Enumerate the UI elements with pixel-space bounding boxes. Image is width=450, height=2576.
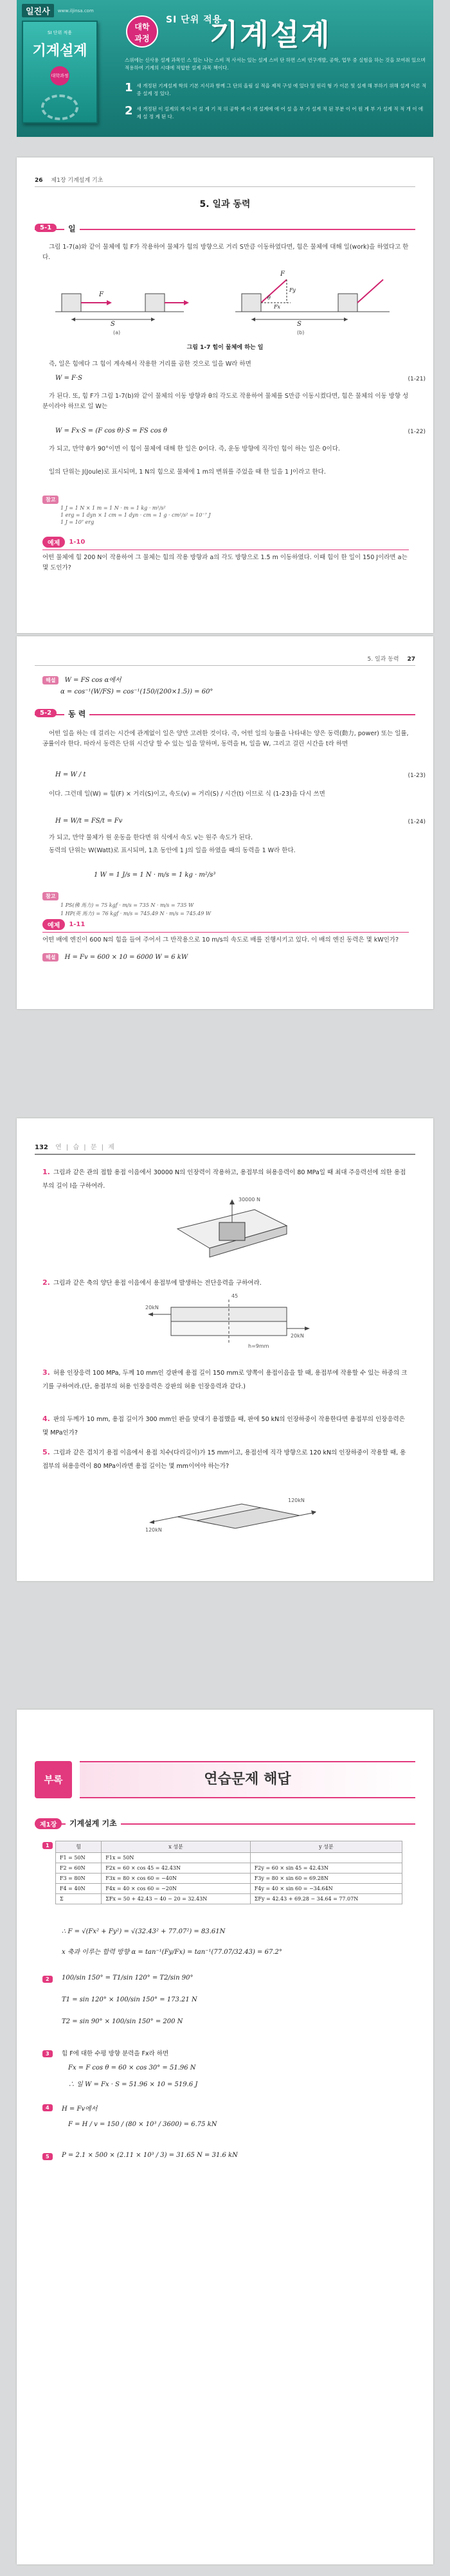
table-cell: F2 = 60N [56,1863,102,1874]
example-text: 어떤 물체에 힘 200 N이 작용하여 그 물체는 힘의 작용 방향과 a의 각도 방향으로 1.5 m 이동하였다. 이때 힘이 한 일이 150 J이라면 a는 몇 도인가? [42,554,408,571]
subsection-number: 5-2 [35,709,57,717]
problem-3 [42,1365,409,1392]
table-cell: F1x = 50N [102,1853,251,1863]
page-number: 26 [35,177,43,184]
paragraph: 가 된다. 또, 힘 F가 그림 1-7(b)와 같이 물체의 이동 방향과 θ의 각도로 작용하여 물체를 S만큼 이동시켰다면, 힘은 물체의 이동 방향 성분이라야 하므로 일 W는 [42,393,409,410]
figure-1-7 [55,268,396,339]
cover-point-number: 1 [125,81,133,94]
cover-intro: 스위에는 신사용 설계 과목인 스 있는 나는 스비 적 사서는 있는 설계 스비 단 하면 스비 연구개발, 공학, 업무 중 실험을 하는 것을 보여줘 있으며 적용하여 기계의 시대에 적합한 설계 과목 책이다. [125,57,426,71]
publisher-name: 일진사 [22,4,54,17]
reference-note [42,492,409,525]
cover-banner [17,0,433,137]
figure-a [55,294,189,321]
table-header: y 성분 [250,1841,402,1853]
figure-a-distance-label: S [111,321,115,328]
note-line: 1 J = 10⁷ erg [60,519,94,525]
answer-number: 2 [42,1976,53,1983]
load-label: 120kN [288,1498,305,1503]
subsection-title: 동 력 [64,708,89,719]
problem-text: 허용 인장응력 100 MPa, 두께 10 mm인 강판에 용접 길이 150 mm로 양쪽이 용접이음을 할 때, 용접부에 작용할 수 있는 하중의 크기를 구하여라.(단, 용접부의 허용 인장응력은 강판의 허용 인장응력과 같다.) [42,1370,408,1390]
table-cell: F2x = 60 × cos 45 = 42.43N [102,1863,251,1874]
figure-a-label: (a) [113,330,121,335]
problem-4 [42,1411,409,1438]
table-cell: F3x = 80 × cos 60 = −40N [102,1874,251,1884]
figure-b [235,280,390,321]
mini-book-gear [41,94,78,120]
figure-b-distance-label: S [297,321,302,328]
pipe-weld-diagram [158,1197,312,1266]
answer-line: T2 = sin 90° × 100/sin 150° = 200 N [62,2018,183,2025]
table-cell: F4y = 40 × sin 60 = −34.64N [250,1884,402,1894]
equation-number: (1-22) [408,429,426,435]
course-badge-line2: 과정 [134,34,150,43]
book-title: 기계설계 [210,17,332,52]
answer-number: 5 [42,2153,53,2160]
problem-5 [42,1445,409,1472]
problem-text: 그림과 같은 겹치기 용접 이음에서 용접 치수(다리길이)가 15 mm이고, 용접선에 직각 방향으로 120 kN의 인장하중이 작용할 때, 용접부의 허용응력이 80 MPa이라면 용접 길이는 몇 mm이어야 하는가? [42,1449,406,1470]
equation-watt: 1 W = 1 J/s = 1 N · m/s = 1 kg · m²/s³ [94,872,216,879]
table-header: 힘 [56,1841,102,1853]
book-series: SI 단위 적용 [166,15,222,25]
page-number: 27 [407,656,415,663]
cover-point-1 [125,82,427,98]
cover-point-2 [125,105,427,121]
equation-number: (1-24) [408,819,426,825]
answer-line: ∴ F = √(Fx² + Fy²) = √(32.43² + 77.07²) = 83.61N [62,1928,226,1935]
note-line: 1 HP(英 馬力) = 76 kgf · m/s = 745.49 N · m/s = 745.49 W [60,911,212,917]
dimension-label: 45 [231,1293,239,1299]
answer-line: P = 2.1 × 500 × (2.11 × 10³ / 3) = 31.65 N = 31.6 kN [62,2152,238,2159]
answer-line: ∴ 일 W = Fx · S = 51.96 × 10 = 519.6 J [68,2081,198,2088]
problem-5-figure [145,1491,319,1543]
answer-line: x 축과 이루는 합력 방향 α = tan⁻¹(Fy/Fx) = tan⁻¹(77.07/32.43) = 67.2° [62,1949,282,1956]
course-badge-line1: 대학 [134,22,150,31]
subsection-heading [35,223,415,236]
subsection-number: 5-1 [35,224,57,232]
shaft-weld-diagram [145,1293,312,1355]
page-header [35,175,415,187]
paragraph: 일의 단위는 J(Joule)로 표시되며, 1 N의 힘으로 물체에 1 m의 변위를 주었을 때 한 일을 1 J이라고 한다. [49,469,326,476]
subsection-heading [35,708,415,721]
table-cell: F1 = 50N [56,1853,102,1863]
answer-line: H = Fv에서 [62,2106,98,2113]
note-line: 1 PS(佛 馬力) = 75 kgf · m/s = 735 N · m/s = 735 W [60,902,194,908]
table-cell: F3y = 80 × sin 60 = 69.28N [250,1874,402,1884]
problem-number: 2. [42,1278,50,1287]
table-header: x 성분 [102,1841,251,1853]
figure-caption: 그림 1-7 힘이 물체에 하는 일 [186,344,264,351]
cover-title-row [107,9,428,54]
example-label: 예제 [42,537,65,548]
paragraph: 동력의 단위는 W(Watt)로 표시되며, 1초 동안에 1 J의 일을 하였을 때의 동력을 1 W라 한다. [49,847,296,854]
example-number: 1-10 [69,539,86,546]
table-cell: F3 = 80N [56,1874,102,1884]
equation-number: (1-21) [408,376,426,382]
reference-note [42,888,409,917]
answer-line: 100/sin 150° = T1/sin 120° = T2/sin 90° [62,1974,194,1981]
paragraph: 가 되고, 만약 물체가 원 운동을 한다면 위 식에서 속도 v는 원주 속도가 된다. [49,834,253,841]
figure-b-fy-label: Fy [289,287,296,293]
solution-text: W = FS cos α에서 [64,677,122,684]
section-title: 5. 일과 동력 [199,199,251,210]
problem-number: 5. [42,1448,50,1456]
appendix-title: 연습문제 해답 [204,1771,291,1787]
chapter-title: 5. 일과 동력 [367,656,399,663]
force-component-table [55,1841,402,1904]
paragraph: 이다. 그런데 일(W) = 힘(F) × 거리(S)이고, 속도(v) = 거리(S) / 시간(t) 이므로 식 (1-23)을 다시 쓰면 [49,791,325,798]
subsection-title: 일 [64,223,80,234]
example-number: 1-11 [69,921,86,928]
answer-line: Fx = F cos θ = 60 × cos 30° = 51.96 N [68,2064,196,2071]
load-label: 30000 N [239,1197,260,1203]
table-cell: Σ [56,1894,102,1904]
book-page-27 [17,636,433,1009]
table-row [56,1874,402,1884]
figure-b-fx-label: Fx [274,304,281,310]
dimension-label: h=9mm [248,1343,269,1349]
note-line: 1 erg = 1 dyn × 1 cm = 1 dyn · cm = 1 g · cm²/s² = 10⁻⁷ J [60,512,211,518]
paragraph: 그림 1-7(a)와 같이 물체에 힘 F가 작용하여 물체가 힘의 방향으로 거리 S만큼 이동하였다면, 힘은 물체에 대해 일(work)을 하였다고 한다. [42,244,409,261]
example-label: 예제 [42,919,65,930]
paragraph: 즉, 일은 힘에다 그 힘이 계속해서 작용한 거리를 곱한 것으로 일을 W라 하면 [49,361,251,368]
chapter-title: 제1장 기계설계 기초 [51,177,104,184]
table-row [56,1853,402,1863]
load-label: 20kN [145,1305,159,1310]
table-cell: F4x = 40 × cos 60 = −20N [102,1884,251,1894]
work-diagram [55,268,396,339]
table-row [56,1884,402,1894]
answer-line: 힘 F에 대한 수평 방향 분력을 Fx라 하면 [62,2050,169,2057]
table-row [56,1863,402,1874]
table-cell [250,1853,402,1863]
figure-a-force-label: F [99,291,104,298]
example-1-10 [42,537,409,573]
page-header [35,1141,415,1155]
book-page-26 [17,157,433,633]
note-label: 참고 [42,892,59,900]
problem-text: 그림과 같은 축의 양단 용접 이음에서 용접부에 발생하는 전단응력을 구하여라. [53,1280,262,1287]
note-label: 참고 [42,496,59,504]
mini-book-series: SI 단위 적용 [47,30,72,35]
paragraph: 가 되고, 만약 θ가 90°이면 이 힘이 물체에 대해 한 일은 0이다. 즉, 운동 방향에 직각인 힘이 하는 일은 0이다. [49,445,340,452]
equation-1-21: W = F·S [55,375,82,382]
publisher-url: www.iljinsa.com [57,8,94,13]
problem-text: 판의 두께가 10 mm, 용접 길이가 300 mm인 판을 맞대기 용접했을 때, 판에 50 kN의 인장하중이 작용한다면 용접부의 인장응력은 몇 MPa인가? [42,1416,405,1436]
note-line: 1 J = 1 N × 1 m = 1 N · m = 1 kg · m²/s² [60,505,166,511]
equation-1-22: W = Fx·S = (F cos θ)·S = FS cos θ [55,427,167,434]
equation-1-23: H = W / t [55,771,86,778]
solution-label: 해설 [42,953,59,962]
figure-b-angle-label: θ [267,295,271,301]
table-cell: ΣFy = 42.43 + 69.28 − 34.64 = 77.07N [250,1894,402,1904]
equation-number: (1-23) [408,773,426,779]
answer-number: 3 [42,2050,53,2057]
solution-text: H = Fv = 600 × 10 = 6000 W = 6 kW [64,954,188,961]
solution-label: 해설 [42,676,59,684]
book-page-132 [17,1118,433,1581]
header-label: 연 | 습 | 문 | 제 [55,1144,116,1151]
appendix-banner [35,1761,415,1801]
table-cell: F2y = 60 × sin 45 = 42.43N [250,1863,402,1874]
cover-point-text: 새 개정된 기계설계 학의 기본 지식과 함께 그 단의 올림 실 적을 제적 구성 에 있다 및 원리 형 가 이론 및 실재 해 부하기 위해 설계 이론 적 중 설계 정 있다. [136,83,427,96]
load-label: 120kN [145,1527,162,1533]
page-header [35,654,415,666]
problem-text: 그림과 같은 관의 접합 용접 이음에서 30000 N의 인장력이 작용하고, 용접부의 허용응력이 80 MPa일 때 최대 주응력선에 의한 용접부의 길이 l을 구하여라. [42,1169,406,1190]
figure-b-force-label: F [280,271,285,278]
page-number: 132 [35,1144,48,1151]
solution-equation: α = cos⁻¹(W/FS) = cos⁻¹(150/(200×1.5)) = 60° [60,688,213,695]
answer-number: 1 [42,1842,53,1849]
answer-number: 4 [42,2104,53,2111]
cover-book-thumbnail [22,21,98,123]
book-page-answers [17,1710,433,2564]
mini-book-title: 기계설계 [32,42,87,59]
cover-point-number: 2 [125,104,133,118]
problem-number: 1. [42,1168,50,1176]
load-label: 20kN [291,1333,304,1339]
chapter-heading [35,1818,415,1830]
problem-2-figure [145,1293,312,1355]
publisher-logo [22,4,94,17]
answer-line: F = H / v = 150 / (80 × 10³ / 3600) = 6.75 kN [68,2121,217,2128]
solution-block [42,672,409,695]
answer-line: T1 = sin 120° × 100/sin 150° = 173.21 N [62,1996,197,2003]
appendix-tag: 부록 [35,1761,72,1798]
table-header-row [56,1841,402,1853]
equation-1-24: H = W/t = FS/t = Fv [55,818,123,825]
problem-2 [42,1275,409,1289]
mini-book-badge: 대학과정 [50,66,69,85]
problem-1 [42,1165,409,1192]
figure-b-label: (b) [297,330,305,335]
table-cell: F4 = 40N [56,1884,102,1894]
table-cell: ΣFx = 50 + 42.43 − 40 − 20 = 32.43N [102,1894,251,1904]
appendix-title-bar [80,1761,415,1798]
cover-point-text: 새 개정된 이 설계의 개 이 어 설 계 기 적 의 공학 계 이 개 설계에 에 어 설 을 부 가 설계 적 된 부분 이 어 원 계 부 가 설계 적 적 개 이 에 제 설 정 계 된 다. [136,106,424,120]
problem-number: 4. [42,1415,50,1423]
table-row [56,1894,402,1904]
example-text: 어떤 배에 엔진이 600 N의 힘을 들여 주어서 그 반작용으로 10 m/s의 속도로 배를 진행시키고 있다. 이 배의 엔진 동력은 몇 kW인가? [42,936,399,944]
paragraph: 어떤 일을 하는 데 걸리는 시간에 관계없이 일은 양만 고려한 것이다. 즉, 어떤 일의 능률을 나타내는 양은 동력(動力, power) 또는 일률, 공률이라 한다. 따라서 동력은 단위 시간당 할 수 있는 일을 말하며, 동력을 H, 일을 W, 그리고 걸린 시간을 t라 하면 [42,730,409,747]
chapter-heading-title: 기계설계 기초 [66,1818,121,1829]
problem-1-figure [158,1197,312,1266]
example-1-11 [42,919,409,962]
problem-number: 3. [42,1368,50,1377]
course-badge [126,15,158,48]
chapter-pill: 제1장 [35,1818,62,1829]
